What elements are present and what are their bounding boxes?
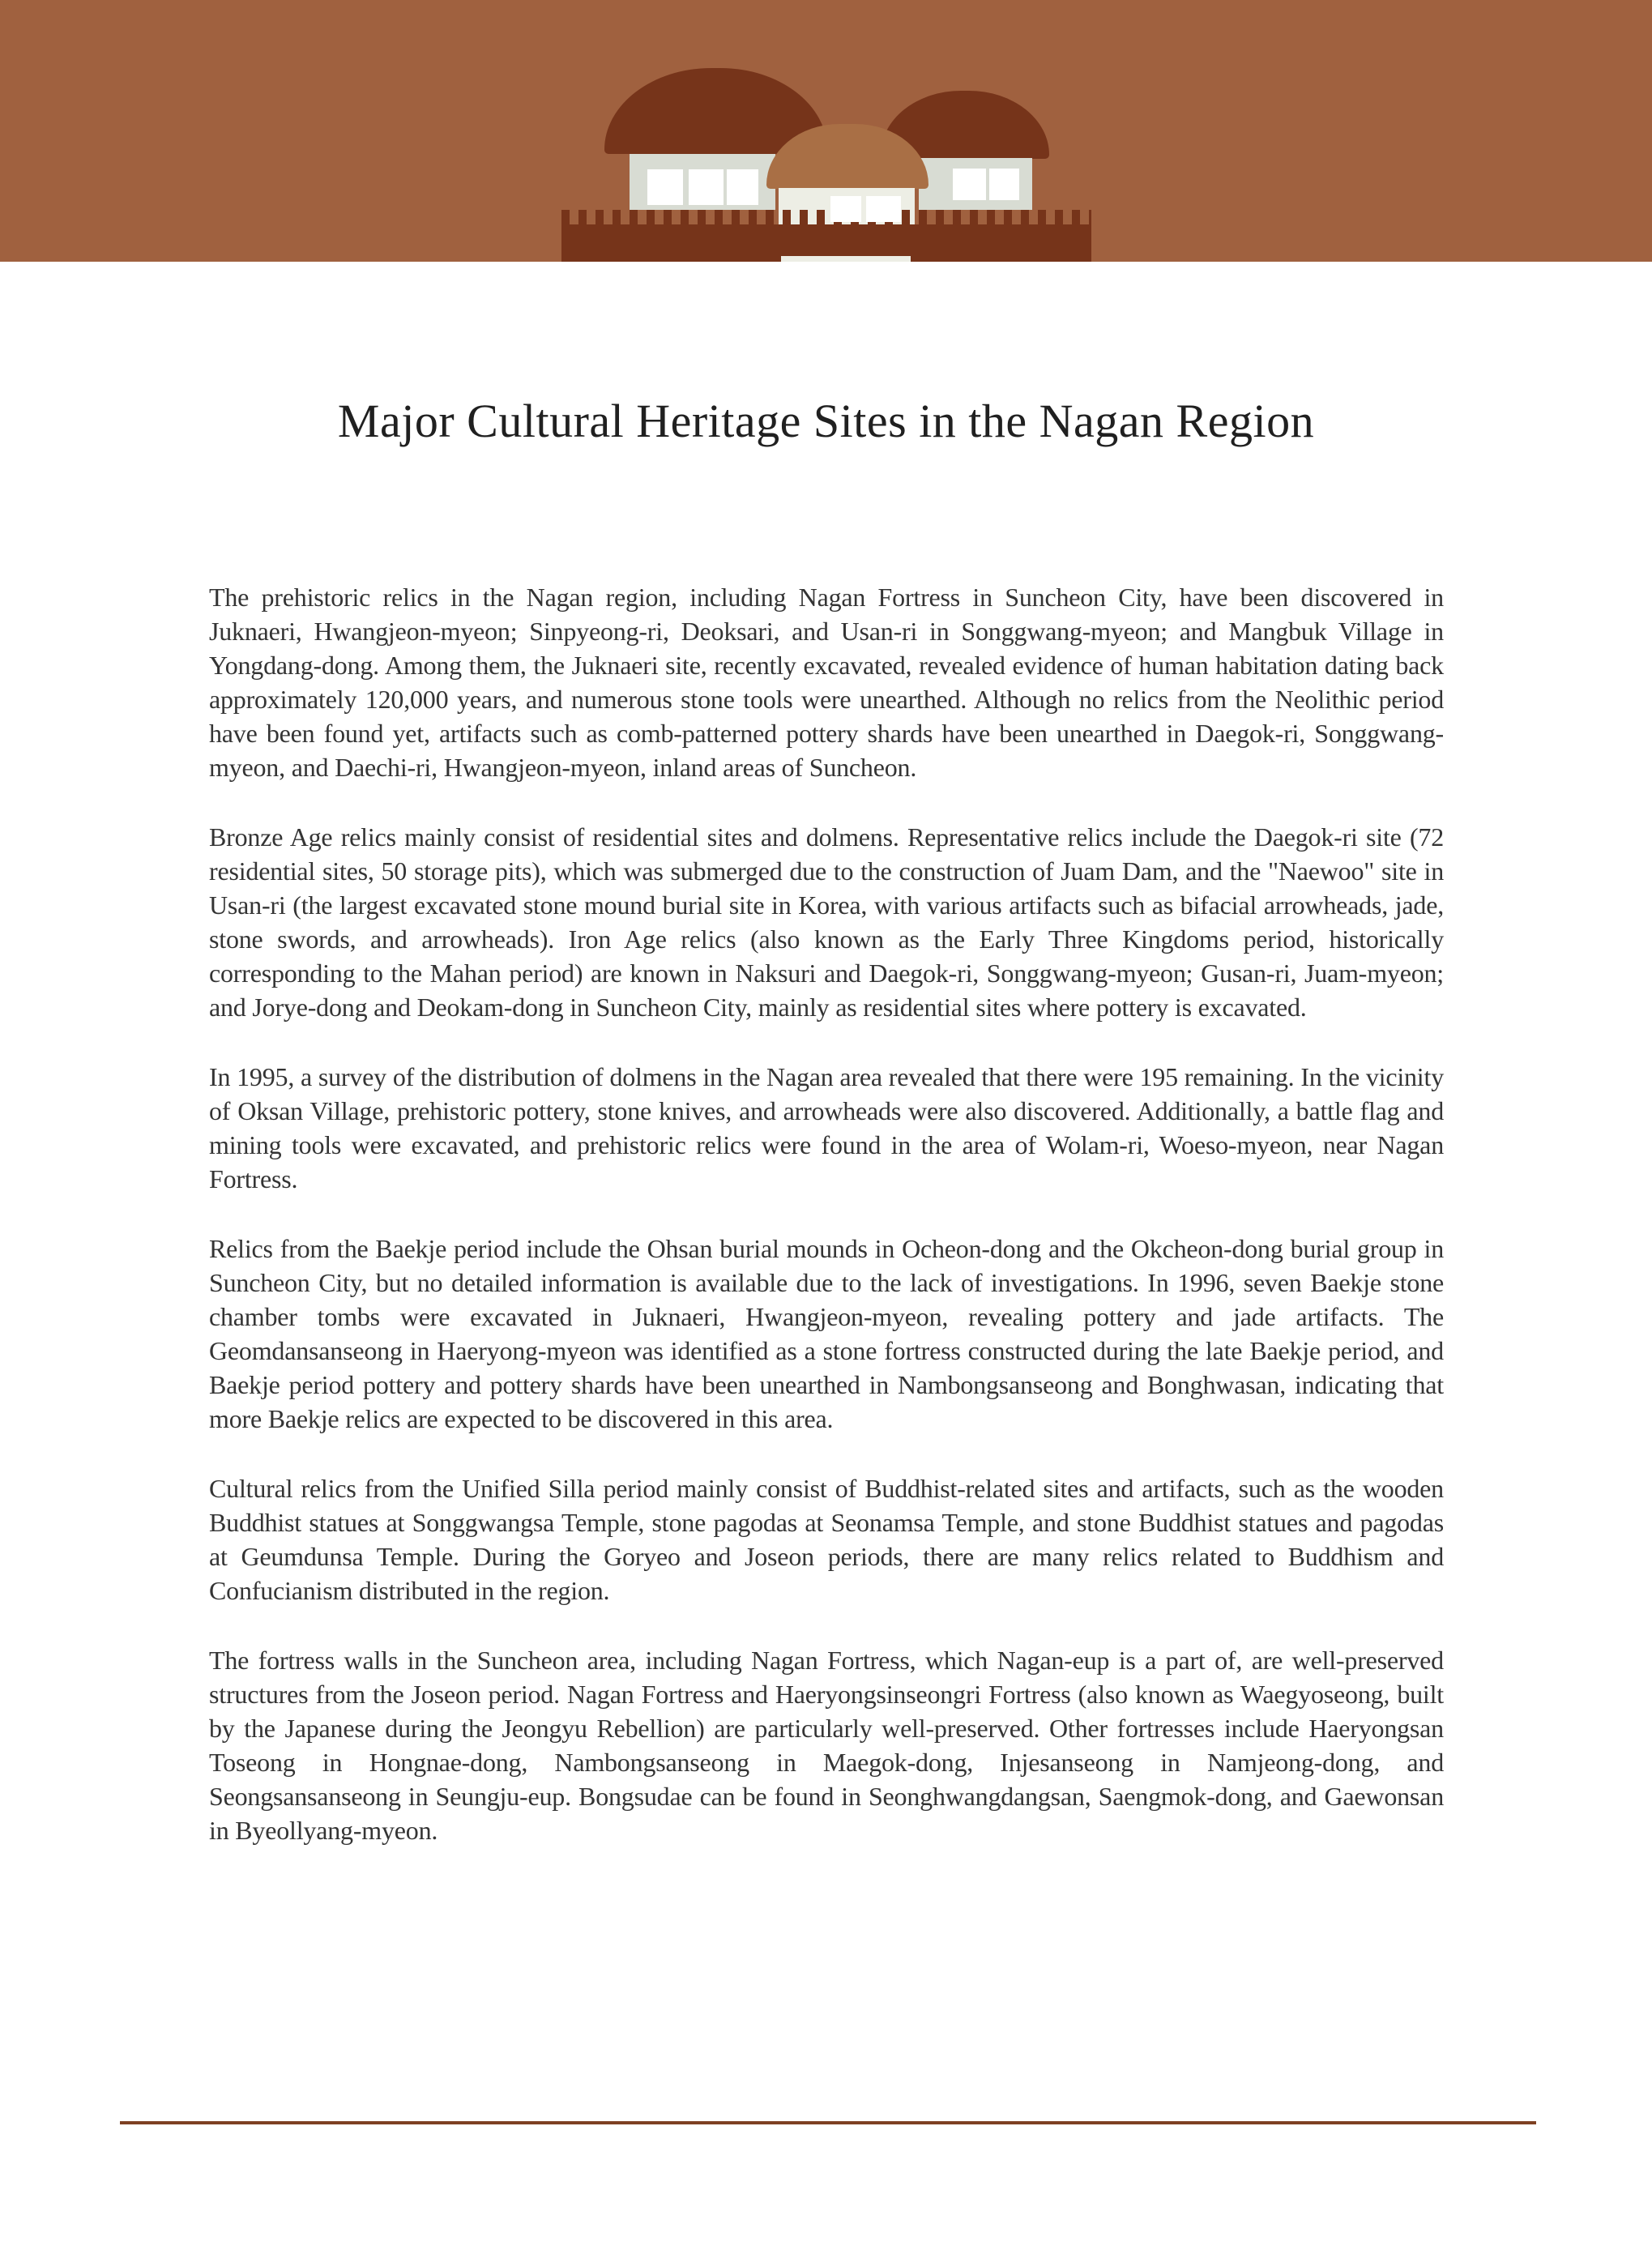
paragraph-fortress-walls: The fortress walls in the Suncheon area, including Nagan Fortress, which Nagan-eup is a part of, are well-preserved structures from the Joseon period. Nagan Fortress and Haeryongsinseongri Fortress (also known as Waegyoseong, built by the Japanese during the Jeongyu Rebellion) are particularly well-preserved. Other fortresses include Haeryongsan Toseong in Hongnae-dong, Nambongsanseong in Maegok-dong, Injesanseong in Namjeong-dong, and Seongsansanseong in Seungju-eup. Bongsudae can be found in Seonghwangdangsan, Saengmok-dong, and Gaewonsan in Byeollyang-myeon. [209, 1646, 1444, 1845]
paragraph-prehistoric-relics: The prehistoric relics in the Nagan region, including Nagan Fortress in Suncheon City, have been discovered in Juknaeri, Hwangjeon-myeon; Sinpyeong-ri, Deoksari, and Usan-ri in Songgwang-myeon; and Mangbuk Village in Yongdang-dong. Among them, the Juknaeri site, recently excavated, revealed evidence of human habitation dating back approximately 120,000 years, and numerous stone tools were unearthed. Although no relics from the Neolithic period have been found yet, artifacts such as comb-patterned pottery shards have been unearthed in Daegok-ri, Songgwang-myeon, and Daechi-ri, Hwangjeon-myeon, inland areas of Suncheon. [209, 583, 1444, 782]
footer-divider [120, 2121, 1536, 2124]
paragraph-dolmen-survey: In 1995, a survey of the distribution of dolmens in the Nagan area revealed that there were 195 remaining. In the vicinity of Oksan Village, prehistoric pottery, stone knives, and arrowheads were also discovered. Additionally, a battle flag and mining tools were excavated, and prehistoric relics were found in the area of Wolam-ri, Woeso-myeon, near Nagan Fortress. [209, 1062, 1444, 1193]
left-house-window-icon [689, 169, 724, 205]
page-title: Major Cultural Heritage Sites in the Nagan Region [337, 395, 1315, 447]
center-house-window-icon [830, 196, 861, 222]
paragraph-bronze-iron-age: Bronze Age relics mainly consist of residential sites and dolmens. Representative relics include the Daegok-ri site (72 residential sites, 50 storage pits), which was submerged due to the construction of Juam Dam, and the "Naewoo" site in Usan-ri (the largest excavated stone mound burial site in Korea, with various artifacts such as bifacial arrowheads, jade, stone swords, and arrowheads). Iron Age relics (also known as the Early Three Kingdoms period, historically corresponding to the Mahan period) are known in Naksuri and Daegok-ri, Songgwang-myeon; Gusan-ri, Juam-myeon; and Jorye-dong and Deokam-dong in Suncheon City, mainly as residential sites where pottery is excavated. [209, 822, 1444, 1022]
left-house-window-icon [647, 169, 683, 205]
paragraph-unified-silla: Cultural relics from the Unified Silla period mainly consist of Buddhist-related sites and artifacts, such as the wooden Buddhist statues at Songgwangsa Temple, stone pagodas at Seonamsa Temple, and stone Buddhist statues and pagodas at Geumdunsa Temple. During the Goryeo and Joseon periods, there are many relics related to Buddhism and Confucianism distributed in the region. [209, 1474, 1444, 1605]
fortress-gate-icon [781, 256, 911, 262]
fortress-battlements-icon [561, 210, 1091, 225]
center-house-window-icon [866, 196, 901, 222]
left-house-window-icon [727, 169, 758, 205]
right-house-window-icon [989, 169, 1019, 200]
article-body [209, 580, 1444, 1883]
right-house-window-icon [953, 169, 986, 200]
header-banner [0, 0, 1652, 262]
paragraph-baekje-period: Relics from the Baekje period include the Ohsan burial mounds in Ocheon-dong and the Okcheon-dong burial group in Suncheon City, but no detailed information is available due to the lack of investigations. In 1996, seven Baekje stone chamber tombs were excavated in Juknaeri, Hwangjeon-myeon, revealing pottery and jade artifacts. The Geomdansanseong in Haeryong-myeon was identified as a stone fortress constructed during the late Baekje period, and Baekje period pottery and pottery shards have been unearthed in Nambongsanseong and Bonghwasan, indicating that more Baekje relics are expected to be discovered in this area. [209, 1234, 1444, 1433]
